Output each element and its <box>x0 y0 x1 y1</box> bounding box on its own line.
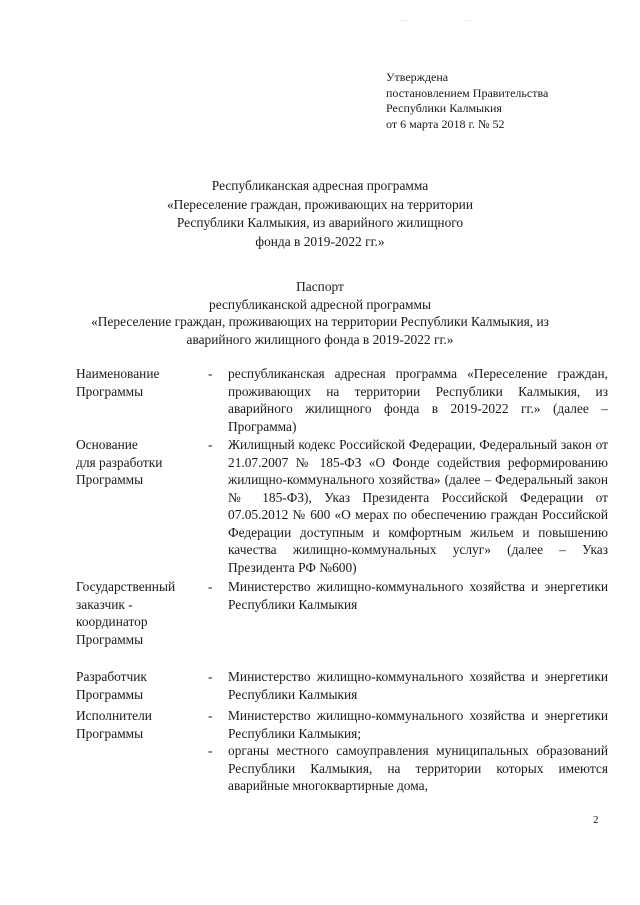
passport-line: Паспорт <box>296 279 344 294</box>
row-label-line: Разработчик <box>76 669 147 684</box>
row-label <box>76 436 201 489</box>
row-label <box>76 668 201 703</box>
row-label-line: Наименование <box>76 366 160 381</box>
row-label <box>76 707 201 742</box>
executor-item: органы местного самоуправления муниципальных образований Республики Калмыкия, на территории которых имеются аварийные многоквартирные дома, <box>228 743 608 793</box>
approval-stamp <box>386 70 548 132</box>
row-label-line: для разработки <box>76 454 163 470</box>
row-dash: - <box>208 579 213 594</box>
row-label <box>76 365 201 400</box>
row-label-line: Программы <box>76 725 144 741</box>
scan-artifact: ... <box>465 14 474 23</box>
row-label-line: Программы <box>76 631 144 647</box>
approval-line: от 6 марта 2018 г. № 52 <box>386 116 505 131</box>
title-line: фонда в 2019-2022 гг.» <box>255 233 385 249</box>
title-line: «Переселение граждан, проживающих на территории <box>166 196 474 212</box>
program-title <box>40 177 600 251</box>
passport-line: «Переселение граждан, проживающих на территории Республики Калмыкия, из <box>91 314 549 329</box>
page-number: 2 <box>593 814 599 826</box>
executor-item: Министерство жилищно-коммунального хозяйства и энергетики Республики Калмыкия; <box>228 708 608 741</box>
scan-artifact: ... <box>400 14 409 23</box>
row-label-line: заказчик - <box>76 596 133 612</box>
row-label-line: Программы <box>76 383 144 399</box>
title-line: Республики Калмыкия, из аварийного жилищного <box>176 215 464 230</box>
row-label-line: Программы <box>76 472 144 487</box>
row-label-line: координатор <box>76 614 148 629</box>
row-label-line: Исполнители <box>76 708 152 723</box>
row-value: Министерство жилищно-коммунального хозяйства и энергетики Республики Калмыкия <box>228 669 608 702</box>
row-value: республиканская адресная программа «Переселение граждан, проживающих на территории Республики Калмыкия, из аварийного жилищного фонда в 2019-2022 гг.» (далее – Программа) <box>228 366 608 434</box>
passport-heading <box>40 278 600 348</box>
title-line: Республиканская адресная программа <box>211 178 429 193</box>
row-value <box>228 707 608 742</box>
passport-line: республиканской адресной программы <box>209 296 431 312</box>
row-label-line: Программы <box>76 686 144 702</box>
row-label-line: Государственный <box>76 579 176 594</box>
row-dash: - <box>208 669 213 684</box>
row-label <box>76 578 201 648</box>
row-value: Жилищный кодекс Российской Федерации, Федеральный закон от 21.07.2007 № 185-ФЗ «О Фонде содействия реформированию жилищно-коммунального хозяйства» (далее – Федеральный закон № 185-ФЗ), Указ Президента Российской Федерации от 07.05.2012 № 600 «О мерах по обеспечению граждан Российской Федерации доступным и комфортным жильем и повышению качества жилищно-коммунальных услуг» (далее – Указ Президента РФ №600) <box>228 437 608 575</box>
approval-line: постановлением Правительства <box>386 85 549 100</box>
row-dash: - <box>208 708 213 723</box>
row-label-line: Основание <box>76 437 138 452</box>
row-dash: - <box>208 437 213 452</box>
passport-line: аварийного жилищного фонда в 2019-2022 гг.» <box>186 331 454 347</box>
approval-line: Республики Калмыкия <box>386 101 502 115</box>
row-value: Министерство жилищно-коммунального хозяйства и энергетики Республики Калмыкия <box>228 579 608 612</box>
row-dash: - <box>208 366 213 381</box>
approval-line: Утверждена <box>386 70 449 84</box>
row-dash: - <box>208 743 213 758</box>
